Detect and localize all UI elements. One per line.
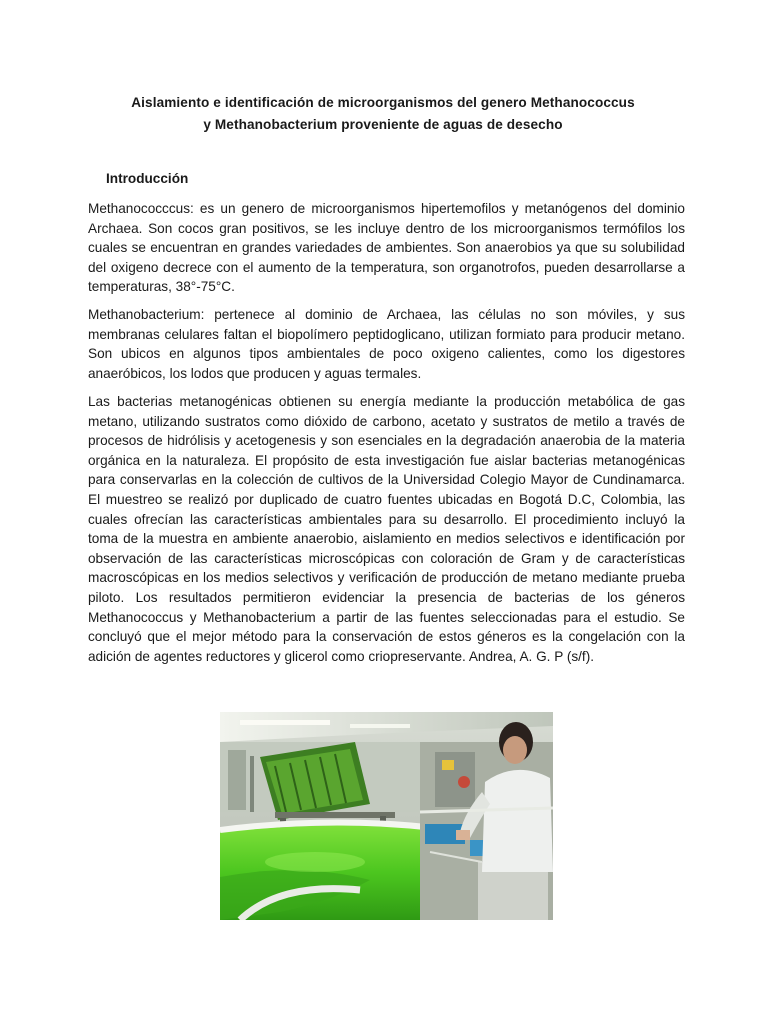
laboratory-photo-illustration [220,712,553,920]
paragraph-bacterias-metanogenicas: Las bacterias metanogénicas obtienen su energía mediante la producción metabólica de gas metano, utilizando sustratos como dióxido de carbono, acetato y sustratos de metilo a través de procesos de hidrólisis y acetogenesis y son esenciales en la degradación anaerobia de la materia orgánica en la naturaleza. El propósito de esta investigación fue aislar bacterias metanogénicas para conservarlas en la colección de cultivos de la Universidad Colegio Mayor de Cundinamarca. El muestreo se realizó por duplicado de cuatro fuentes ubicadas en Bogotá D.C, Colombia, las cuales ofrecían las características ambientales para su desarrollo. El procedimiento incluyó la toma de la muestra en ambiente anaerobio, aislamiento en medios selectivos e identificación por observación de las características microscópicas con coloración de Gram y de características macroscópicas en los medios selectivos y verificación de producción de metano mediante prueba piloto. Los resultados permitieron evidenciar la presencia de bacterias de los géneros Methanococcus y Methanobacterium a partir de las fuentes seleccionadas para el estudio. Se concluyó que el mejor método para la conservación de estos géneros es la congelación con la adición de agentes reductores y glicerol como criopreservante. Andrea, A. G. P (s/f). [88,394,685,664]
paragraph-methanococcus: Methanococccus: es un genero de microorganismos hipertemofilos y metanógenos del dominio Archaea. Son cocos gran positivos, se les incluye dentro de los microorganismos termófilos los cuales se encuentran en grandes variedades de ambientes. Son anaerobios ya que su solubilidad del oxigeno decrece con el aumento de la temperatura, son organotrofos, pueden desarrollarse a temperaturas, 38°-75°C. [88,201,685,295]
title-line-2: y Methanobacterium proveniente de aguas de desecho [203,117,563,132]
section-heading-introduccion: Introducción [106,171,189,186]
document-title [88,92,678,136]
laboratory-photo [220,712,553,920]
title-line-1: Aislamiento e identificación de microorganismos del genero Methanococcus [131,95,635,110]
paragraph-methanobacterium: Methanobacterium: pertenece al dominio de Archaea, las células no son móviles, y sus membranas celulares faltan el biopolímero peptidoglicano, utilizan formiato para producir metano. Son ubicos en algunos tipos ambientales de poco oxigeno calientes, como los digestores anaeróbicos, los lodos que producen y aguas termales. [88,307,685,381]
